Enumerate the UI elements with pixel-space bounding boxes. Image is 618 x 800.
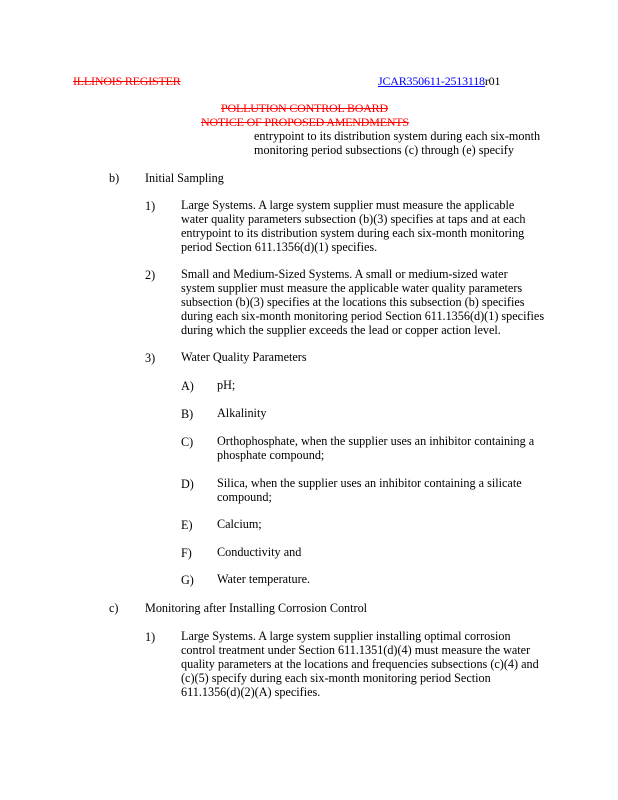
section-c-title: Monitoring after Installing Corrosion Control [145, 601, 368, 615]
register-title: ILLINOIS REGISTER [73, 74, 181, 88]
section-b-label: b) [109, 171, 120, 185]
param-d-label: D) [181, 477, 194, 491]
param-c-label: C) [181, 435, 194, 449]
section-b-title: Initial Sampling [145, 171, 224, 185]
b3-label: 3) [145, 351, 156, 365]
param-d-text: Silica, when the supplier uses an inhibitor containing a silicate compound; [217, 476, 522, 504]
param-f-text: Conductivity and [217, 545, 302, 559]
param-c-text: Orthophosphate, when the supplier uses an inhibitor containing a phosphate compound; [217, 434, 535, 462]
param-g-text: Water temperature. [217, 572, 311, 586]
b1-paragraph: Large Systems. A large system supplier must measure the applicable water quality parameters subsection (b)(3) specifies at taps and at each entrypoint to its distribution system during each six-month monitoring period Section 611.1356(d)(1) specifies. [181, 198, 526, 254]
param-b-label: B) [181, 407, 194, 421]
b2-paragraph: Small and Medium-Sized Systems. A small or medium-sized water system supplier must measure the applicable water quality parameters subsection (b)(3) specifies at the locations this subsection (b) specifies during each six-month monitoring period Section 611.1356(d)(1) specifies during which the supplier exceeds the lead or copper action level. [181, 267, 545, 337]
board-title: POLLUTION CONTROL BOARD [221, 101, 388, 115]
b2-label: 2) [145, 268, 156, 282]
b3-title: Water Quality Parameters [181, 350, 307, 364]
param-a-label: A) [181, 379, 194, 393]
param-g-label: G) [181, 573, 194, 587]
param-a-text: pH; [217, 378, 236, 392]
c1-paragraph: Large Systems. A large system supplier installing optimal corrosion control treatment under Section 611.1351(d)(4) must measure the water quality parameters at the locations and frequencies subsections (c)(4) and (c)(5) specify during each six-month monitoring period Section 611.1356(d)(2)(A) specifies. [181, 629, 539, 699]
carryover-text: entrypoint to its distribution system during each six-month monitoring period subsections (c) through (e) specify [254, 129, 541, 157]
c1-label: 1) [145, 630, 156, 644]
param-f-label: F) [181, 546, 192, 560]
param-e-text: Calcium; [217, 517, 262, 531]
param-e-label: E) [181, 518, 193, 532]
jcar-code-prefix[interactable]: JCAR350611-2513118 [378, 74, 485, 88]
b1-label: 1) [145, 199, 156, 213]
jcar-code-suffix: r01 [484, 74, 501, 88]
notice-title: NOTICE OF PROPOSED AMENDMENTS [201, 115, 409, 129]
param-b-text: Alkalinity [217, 406, 267, 420]
section-c-label: c) [109, 601, 119, 615]
jcar-code[interactable] [378, 74, 500, 89]
